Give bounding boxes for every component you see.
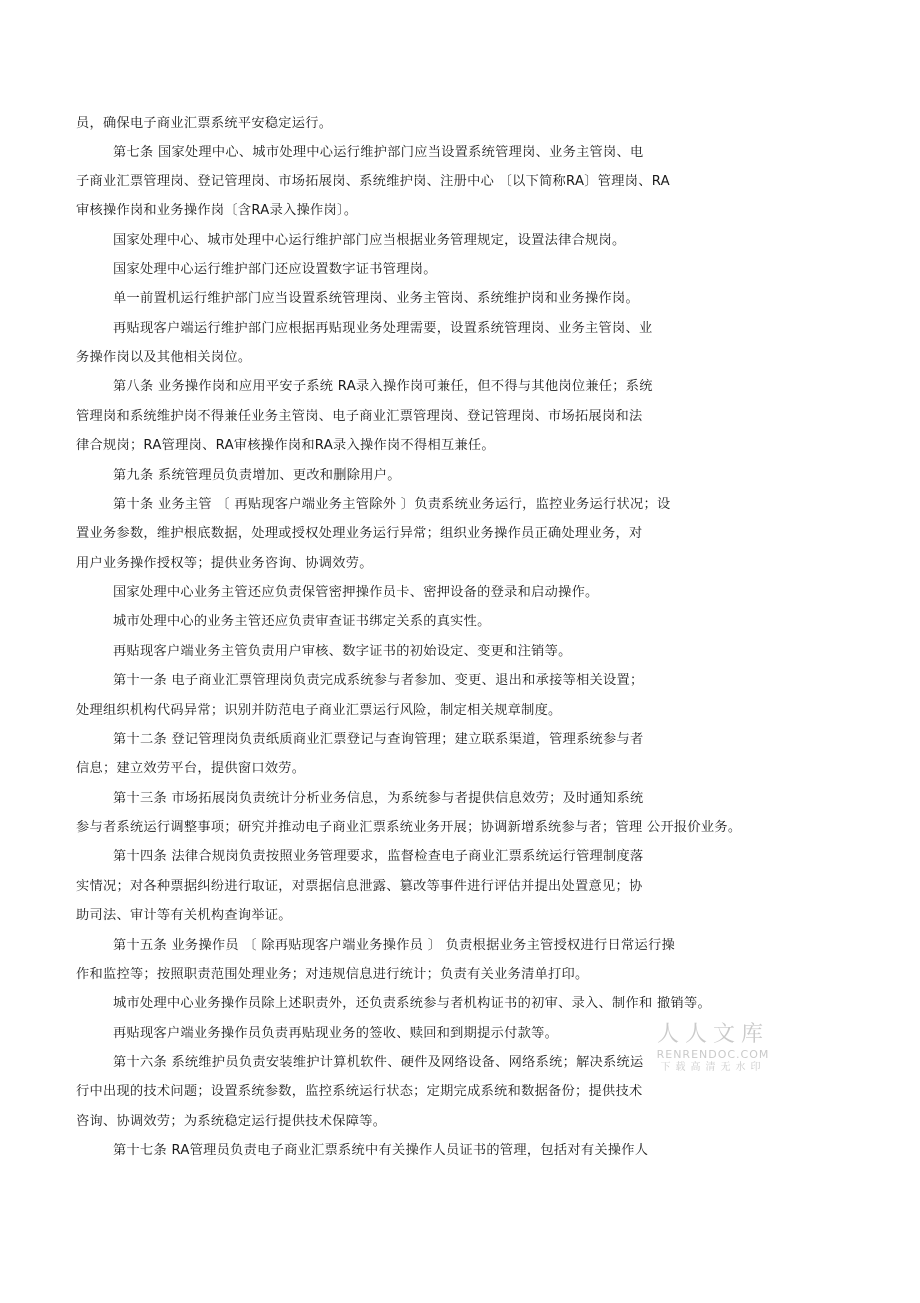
text-line: 城市处理中心业务操作员除上述职责外，还负责系统参与者机构证书的初审、录入、制作和 撤销等。	[113, 996, 711, 1011]
text-line: 第七条 国家处理中心、城市处理中心运行维护部门应当设置系统管理岗、业务主管岗、电	[113, 145, 644, 160]
text-line: 国家处理中心运行维护部门还应设置数字证书管理岗。	[113, 262, 437, 277]
text-line: 第十条 业务主管 〔 再贴现客户端业务主管除外 〕负责系统业务运行，监控业务运行状况；设	[113, 497, 671, 512]
text-line: 律合规岗；RA管理岗、RA审核操作岗和RA录入操作岗不得相互兼任。	[76, 438, 495, 453]
text-line: 咨询、协调效劳；为系统稳定运行提供技术保障等。	[76, 1114, 387, 1129]
text-line: 实情况；对各种票据纠纷进行取证，对票据信息泄露、篡改等事件进行评估并提出处置意见；协	[76, 879, 643, 894]
text-line: 第十二条 登记管理岗负责纸质商业汇票登记与查询管理；建立联系渠道，管理系统参与者	[113, 732, 644, 747]
text-line: 第十一条 电子商业汇票管理岗负责完成系统参与者参加、变更、退出和承接等相关设置；	[113, 673, 644, 688]
text-line: 再贴现客户端业务主管负责用户审核、数字证书的初始设定、变更和注销等。	[113, 644, 572, 659]
text-line: 作和监控等；按照职责范围处理业务；对违规信息进行统计；负责有关业务清单打印。	[76, 967, 589, 982]
watermark	[648, 1022, 778, 1078]
text-line: 员，确保电子商业汇票系统平安稳定运行。	[76, 116, 333, 131]
text-line: 国家处理中心、城市处理中心运行维护部门应当根据业务管理规定，设置法律合规岗。	[113, 233, 626, 248]
text-line: 助司法、审计等有关机构查询举证。	[76, 908, 292, 923]
text-line: 第十五条 业务操作员 〔 除再贴现客户端业务操作员 〕 负责根据业务主管授权进行日常运行操	[113, 938, 675, 953]
text-line: 用户业务操作授权等；提供业务咨询、协调效劳。	[76, 556, 373, 571]
text-line: 单一前置机运行维护部门应当设置系统管理岗、业务主管岗、系统维护岗和业务操作岗。	[113, 291, 640, 306]
text-line: 子商业汇票管理岗、登记管理岗、市场拓展岗、系统维护岗、注册中心 〔以下简称RA〕管理岗、RA	[76, 174, 670, 189]
text-line: 再贴现客户端业务操作员负责再贴现业务的签收、赎回和到期提示付款等。	[113, 1026, 559, 1041]
watermark-domain: RENRENDOC.COM	[656, 1048, 770, 1061]
text-line: 城市处理中心的业务主管还应负责审查证书绑定关系的真实性。	[113, 614, 491, 629]
text-line: 管理岗和系统维护岗不得兼任业务主管岗、电子商业汇票管理岗、登记管理岗、市场拓展岗和法	[76, 409, 643, 424]
text-line: 第八条 业务操作岗和应用平安子系统 RA录入操作岗可兼任，但不得与其他岗位兼任；系统	[113, 379, 653, 394]
text-line: 务操作岗以及其他相关岗位。	[76, 350, 252, 365]
text-line: 参与者系统运行调整事项；研究并推动电子商业汇票系统业务开展；协调新增系统参与者；管理 公开报价业务。	[76, 820, 742, 835]
text-line: 信息；建立效劳平台，提供窗口效劳。	[76, 761, 306, 776]
text-line: 行中出现的技术问题；设置系统参数，监控系统运行状态；定期完成系统和数据备份；提供技术	[76, 1084, 643, 1099]
watermark-title: 人人文库	[656, 1022, 769, 1047]
text-line: 审核操作岗和业务操作岗〔含RA录入操作岗〕。	[76, 203, 358, 218]
text-line: 第十三条 市场拓展岗负责统计分析业务信息，为系统参与者提供信息效劳；及时通知系统	[113, 791, 644, 806]
watermark-subtitle: 下载高清无水印	[660, 1062, 766, 1073]
text-line: 第十六条 系统维护员负责安装维护计算机软件、硬件及网络设备、网络系统；解决系统运	[113, 1055, 644, 1070]
text-line: 第九条 系统管理员负责增加、更改和删除用户。	[113, 468, 401, 483]
text-line: 处理组织机构代码异常；识别并防范电子商业汇票运行风险，制定相关规章制度。	[76, 703, 562, 718]
text-line: 再贴现客户端运行维护部门应根据再贴现业务处理需要，设置系统管理岗、业务主管岗、业	[113, 321, 653, 336]
text-line: 国家处理中心业务主管还应负责保管密押操作员卡、密押设备的登录和启动操作。	[113, 585, 599, 600]
text-line: 第十四条 法律合规岗负责按照业务管理要求，监督检查电子商业汇票系统运行管理制度落	[113, 849, 644, 864]
text-line: 置业务参数，维护根底数据，处理或授权处理业务运行异常；组织业务操作员正确处理业务，对	[76, 526, 643, 541]
text-line: 第十七条 RA管理员负责电子商业汇票系统中有关操作人员证书的管理，包括对有关操作人	[113, 1143, 649, 1158]
